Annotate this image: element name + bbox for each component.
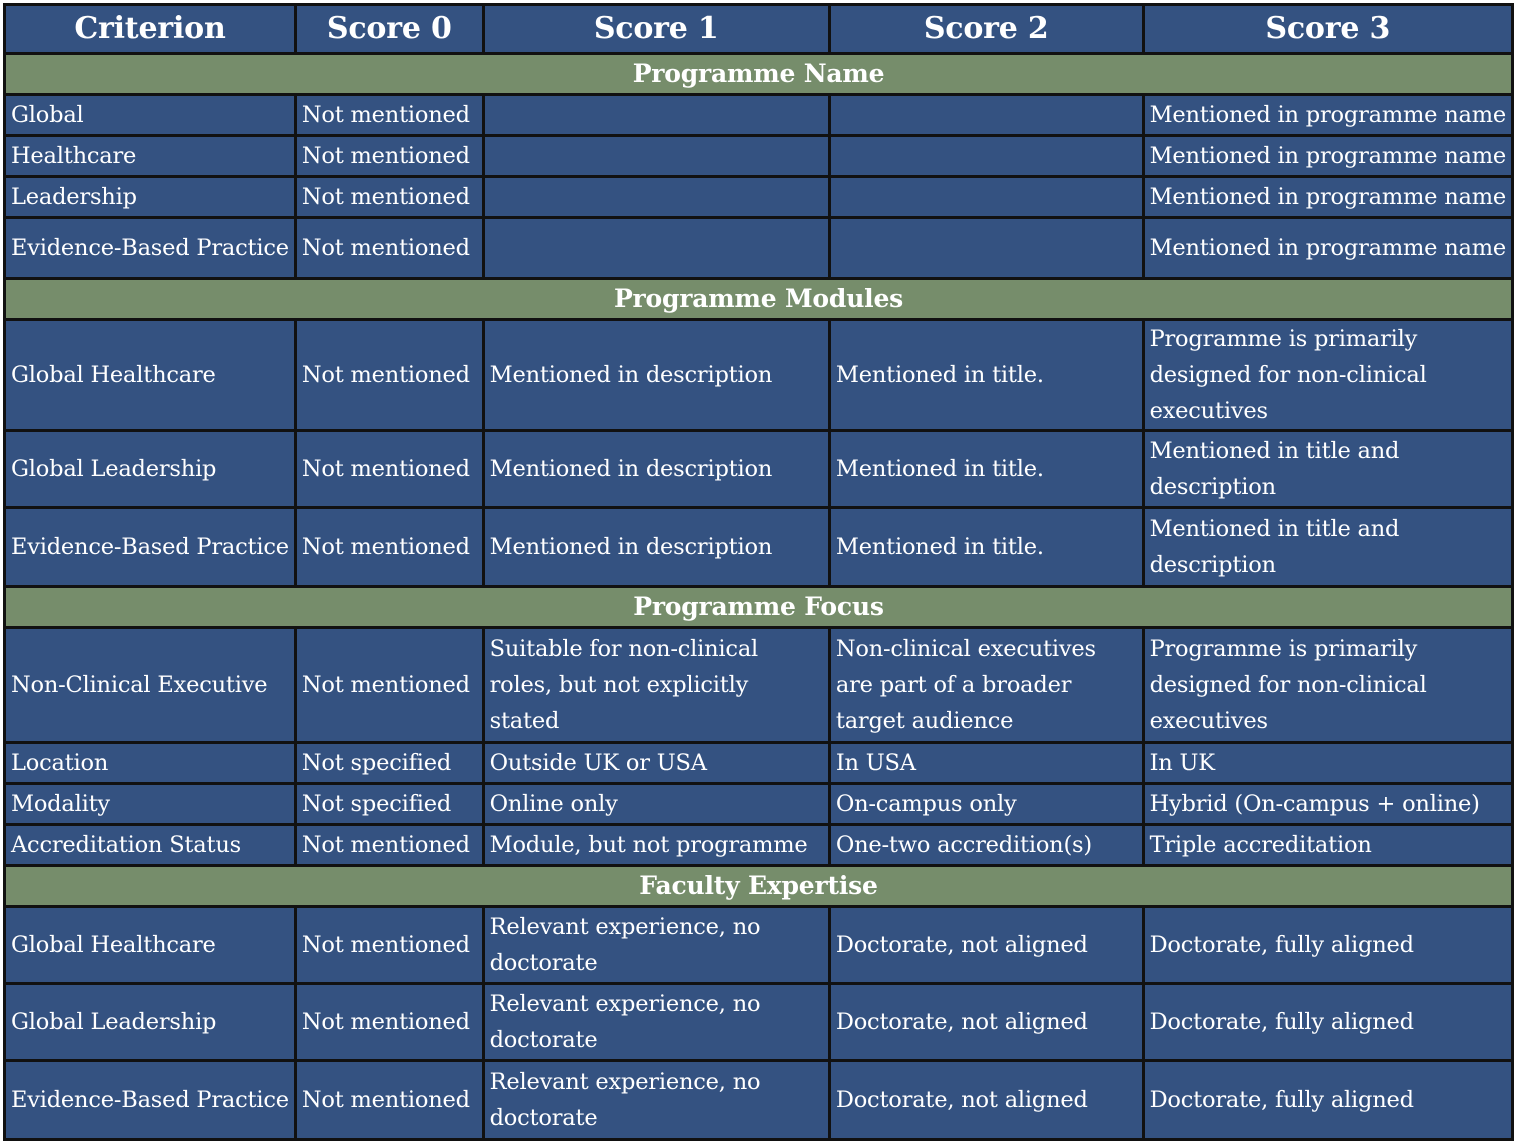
criterion-cell: Global bbox=[5, 95, 296, 136]
score-3-cell: Mentioned in title and description bbox=[1143, 508, 1512, 587]
table-row bbox=[5, 95, 1513, 136]
score-1-cell bbox=[483, 177, 829, 218]
table-row bbox=[5, 743, 1513, 784]
table-row bbox=[5, 784, 1513, 825]
criterion-cell: Global Healthcare bbox=[5, 907, 296, 984]
table-row bbox=[5, 218, 1513, 279]
score-2-cell: On-campus only bbox=[829, 784, 1143, 825]
criterion-cell: Non-Clinical Executive bbox=[5, 628, 296, 743]
criterion-cell: Location bbox=[5, 743, 296, 784]
score-0-cell: Not mentioned bbox=[295, 136, 483, 177]
score-1-cell: Relevant experience, no doctorate bbox=[483, 907, 829, 984]
score-2-cell bbox=[829, 177, 1143, 218]
header-row bbox=[5, 5, 1513, 54]
score-1-cell: Relevant experience, no doctorate bbox=[483, 984, 829, 1061]
section-title: Programme Focus bbox=[5, 587, 1513, 628]
table-row bbox=[5, 431, 1513, 508]
score-1-cell: Suitable for non-clinical roles, but not explicitly stated bbox=[483, 628, 829, 743]
score-2-cell bbox=[829, 95, 1143, 136]
section-header-row bbox=[5, 279, 1513, 320]
score-3-cell: Mentioned in programme name bbox=[1143, 218, 1512, 279]
table-row bbox=[5, 628, 1513, 743]
score-2-cell: In USA bbox=[829, 743, 1143, 784]
header-score-1: Score 1 bbox=[483, 5, 829, 54]
section-header-row bbox=[5, 866, 1513, 907]
criterion-cell: Global Leadership bbox=[5, 431, 296, 508]
score-3-cell: In UK bbox=[1143, 743, 1512, 784]
table-row bbox=[5, 320, 1513, 431]
section-header-row bbox=[5, 54, 1513, 95]
score-0-cell: Not mentioned bbox=[295, 177, 483, 218]
score-0-cell: Not mentioned bbox=[295, 984, 483, 1061]
score-1-cell bbox=[483, 136, 829, 177]
score-0-cell: Not mentioned bbox=[295, 218, 483, 279]
criterion-cell: Evidence-Based Practice bbox=[5, 218, 296, 279]
score-1-cell: Mentioned in description bbox=[483, 320, 829, 431]
score-1-cell bbox=[483, 218, 829, 279]
criterion-cell: Global Healthcare bbox=[5, 320, 296, 431]
score-0-cell: Not specified bbox=[295, 743, 483, 784]
header-score-3: Score 3 bbox=[1143, 5, 1512, 54]
score-3-cell: Mentioned in title and description bbox=[1143, 431, 1512, 508]
section-title: Programme Name bbox=[5, 54, 1513, 95]
criterion-cell: Leadership bbox=[5, 177, 296, 218]
table-row bbox=[5, 1061, 1513, 1140]
score-3-cell: Doctorate, fully aligned bbox=[1143, 907, 1512, 984]
table-row bbox=[5, 825, 1513, 866]
section-header-row bbox=[5, 587, 1513, 628]
score-3-cell: Hybrid (On-campus + online) bbox=[1143, 784, 1512, 825]
header-score-0: Score 0 bbox=[295, 5, 483, 54]
score-1-cell: Module, but not programme bbox=[483, 825, 829, 866]
score-1-cell: Online only bbox=[483, 784, 829, 825]
score-3-cell: Mentioned in programme name bbox=[1143, 177, 1512, 218]
score-2-cell: Non-clinical executives are part of a broader target audience bbox=[829, 628, 1143, 743]
score-1-cell: Outside UK or USA bbox=[483, 743, 829, 784]
score-2-cell: Doctorate, not aligned bbox=[829, 1061, 1143, 1140]
score-3-cell: Triple accreditation bbox=[1143, 825, 1512, 866]
score-2-cell: Doctorate, not aligned bbox=[829, 984, 1143, 1061]
score-0-cell: Not mentioned bbox=[295, 1061, 483, 1140]
table-row bbox=[5, 984, 1513, 1061]
criterion-cell: Evidence-Based Practice bbox=[5, 508, 296, 587]
score-0-cell: Not specified bbox=[295, 784, 483, 825]
score-3-cell: Programme is primarily designed for non-clinical executives bbox=[1143, 320, 1512, 431]
score-3-cell: Programme is primarily designed for non-clinical executives bbox=[1143, 628, 1512, 743]
score-1-cell: Mentioned in description bbox=[483, 508, 829, 587]
score-0-cell: Not mentioned bbox=[295, 825, 483, 866]
section-title: Programme Modules bbox=[5, 279, 1513, 320]
score-2-cell: Doctorate, not aligned bbox=[829, 907, 1143, 984]
score-0-cell: Not mentioned bbox=[295, 628, 483, 743]
criterion-cell: Healthcare bbox=[5, 136, 296, 177]
score-3-cell: Mentioned in programme name bbox=[1143, 95, 1512, 136]
score-0-cell: Not mentioned bbox=[295, 95, 483, 136]
header-criterion: Criterion bbox=[5, 5, 296, 54]
criterion-cell: Modality bbox=[5, 784, 296, 825]
score-0-cell: Not mentioned bbox=[295, 320, 483, 431]
score-2-cell bbox=[829, 136, 1143, 177]
table-row bbox=[5, 177, 1513, 218]
score-0-cell: Not mentioned bbox=[295, 907, 483, 984]
score-2-cell bbox=[829, 218, 1143, 279]
section-title: Faculty Expertise bbox=[5, 866, 1513, 907]
criterion-cell: Global Leadership bbox=[5, 984, 296, 1061]
score-2-cell: Mentioned in title. bbox=[829, 508, 1143, 587]
score-3-cell: Doctorate, fully aligned bbox=[1143, 1061, 1512, 1140]
score-0-cell: Not mentioned bbox=[295, 431, 483, 508]
score-1-cell: Mentioned in description bbox=[483, 431, 829, 508]
table-row bbox=[5, 136, 1513, 177]
table-body bbox=[5, 54, 1513, 1140]
criterion-cell: Accreditation Status bbox=[5, 825, 296, 866]
score-2-cell: One-two accredition(s) bbox=[829, 825, 1143, 866]
criterion-cell: Evidence-Based Practice bbox=[5, 1061, 296, 1140]
scoring-rubric-table bbox=[3, 3, 1514, 1141]
score-0-cell: Not mentioned bbox=[295, 508, 483, 587]
score-1-cell: Relevant experience, no doctorate bbox=[483, 1061, 829, 1140]
table-row bbox=[5, 907, 1513, 984]
score-1-cell bbox=[483, 95, 829, 136]
score-3-cell: Doctorate, fully aligned bbox=[1143, 984, 1512, 1061]
table-row bbox=[5, 508, 1513, 587]
score-2-cell: Mentioned in title. bbox=[829, 431, 1143, 508]
score-3-cell: Mentioned in programme name bbox=[1143, 136, 1512, 177]
header-score-2: Score 2 bbox=[829, 5, 1143, 54]
score-2-cell: Mentioned in title. bbox=[829, 320, 1143, 431]
